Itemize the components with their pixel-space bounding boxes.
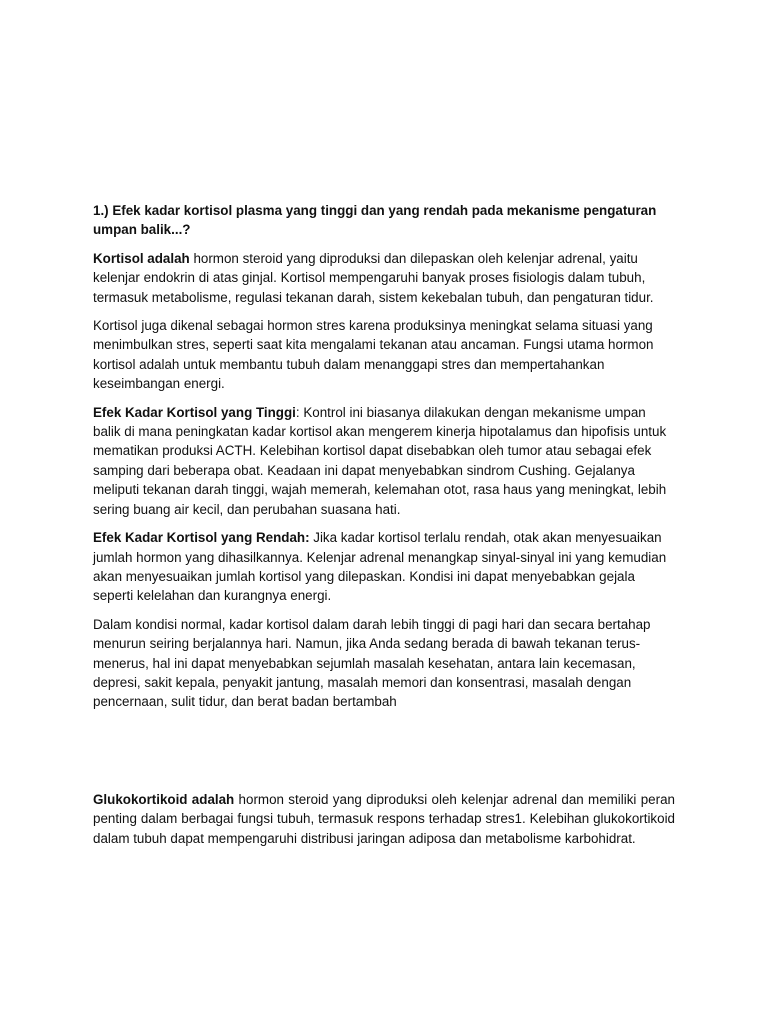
paragraph-text: hormon steroid yang diproduksi dan dilepaskan oleh kelenjar adrenal, yaitu kelenjar endokrin di atas ginjal. Kortisol mempengaruhi banyak proses fisiologis dalam tubuh, termasuk metabolisme, regulasi tekanan darah, sistem kekebalan tubuh, dan pengaturan tidur. [93,250,654,305]
paragraph-text: hormon steroid yang diproduksi oleh kelenjar adrenal dan memiliki peran penting dalam berbagai fungsi tubuh, termasuk respons terhadap stres1. Kelebihan glukokortikoid dalam tubuh dapat mempengaruhi distribusi jaringan adiposa dan metabolisme karbohidrat. [93,791,675,846]
paragraph-bold-lead: Kortisol adalah [93,250,190,266]
document-page [93,201,675,849]
paragraph-text: Jika kadar kortisol terlalu rendah, otak akan menyesuaikan jumlah hormon yang dihasilkannya. Kelenjar adrenal menangkap sinyal-sinyal ini yang kemudian akan menyesuaikan jumlah kortisol yang dilepaskan. Kondisi ini dapat menyebabkan gejala seperti kelelahan dan kurangnya energi. [93,530,667,604]
paragraph-glukokortikoid [93,790,675,849]
paragraph-bold-lead: Glukokortikoid adalah [93,791,235,807]
paragraph-text: Kortisol juga dikenal sebagai hormon stres karena produksinya meningkat selama situasi yang menimbulkan stres, seperti saat kita mengalami tekanan atau ancaman. Fungsi utama hormon kortisol adalah untuk membantu tubuh dalam menanggapi stres dan mempertahankan keseimbangan energi. [93,318,654,392]
paragraph-low-cortisol [93,528,675,606]
paragraph-text: Dalam kondisi normal, kadar kortisol dalam darah lebih tinggi di pagi hari dan secara bertahap menurun seiring berjalannya hari. Namun, jika Anda sedang berada di bawah tekanan terus-menerus, hal ini dapat menyebabkan sejumlah masalah kesehatan, antara lain kecemasan, depresi, sakit kepala, penyakit jantung, masalah memori dan konsentrasi, masalah dengan pencernaan, sulit tidur, dan berat badan bertambah [93,616,651,710]
paragraph-bold-lead: Efek Kadar Kortisol yang Rendah: [93,530,310,546]
paragraph-text: : Kontrol ini biasanya dilakukan dengan mekanisme umpan balik di mana peningkatan kadar kortisol akan mengerem kinerja hipotalamus dan hipofisis untuk mematikan produksi ACTH. Kelebihan kortisol dapat disebabkan oleh tumor atau sebagai efek samping dari beberapa obat. Keadaan ini dapat menyebabkan sindrom Cushing. Gejalanya meliputi tekanan darah tinggi, wajah memerah, kelemahan otot, rasa haus yang meningkat, lebih sering buang air kecil, dan perubahan suasana hati. [93,404,667,517]
paragraph-stress-hormone [93,316,675,394]
question-heading: 1.) Efek kadar kortisol plasma yang tinggi dan yang rendah pada mekanisme pengaturan umpan balik...? [93,203,657,238]
paragraph-kortisol-definition [93,249,675,307]
paragraph-bold-lead: Efek Kadar Kortisol yang Tinggi [93,404,296,420]
paragraph-normal-condition [93,615,675,712]
paragraph-high-cortisol [93,403,675,519]
blank-space [93,721,675,790]
